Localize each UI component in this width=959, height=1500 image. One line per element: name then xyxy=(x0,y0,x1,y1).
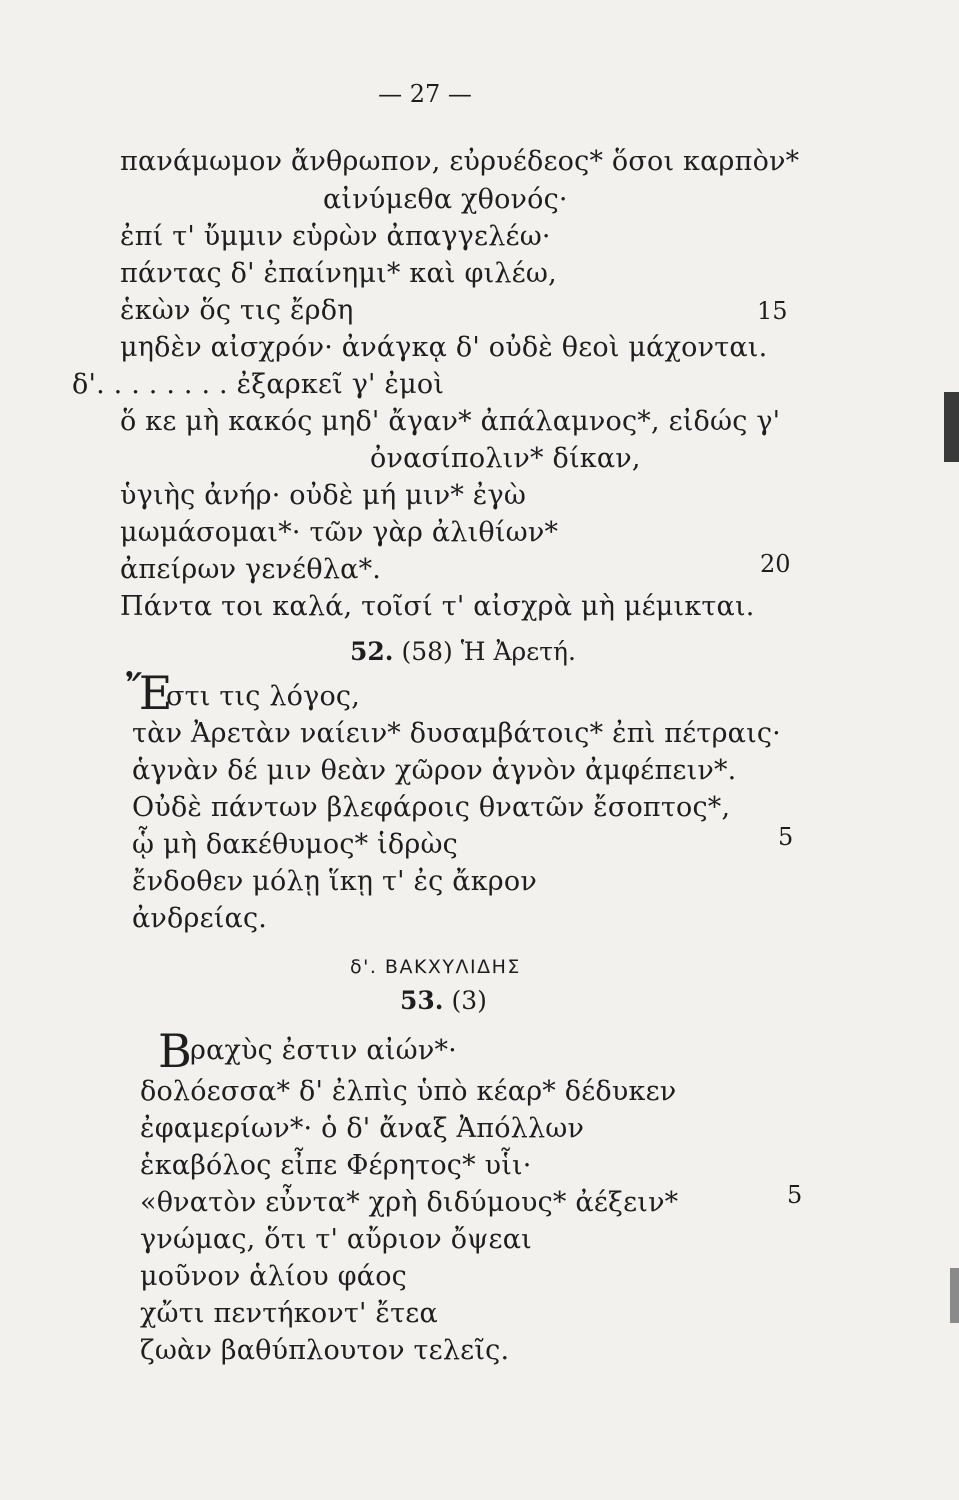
verse-line: δολόεσσα* δ' ἐλπὶς ὑπὸ κέαρ* δέδυκεν xyxy=(140,1076,677,1107)
line-number-margin: 20 xyxy=(760,550,791,578)
verse-line: «θνατὸν εὖντα* χρὴ διδύμους* ἀέξειν* xyxy=(140,1187,679,1218)
verse-line: χὤτι πεντήκοντ' ἔτεα xyxy=(140,1298,438,1329)
verse-line: ραχὺς ἐστιν αἰών*· xyxy=(190,1035,457,1066)
line-number-margin: 5 xyxy=(787,1181,803,1209)
poem-ref: (58) xyxy=(401,637,453,666)
verse-line: αἰνύμεθα χθονός· xyxy=(323,184,568,215)
page-number: — 27 — xyxy=(378,80,472,108)
drop-cap: Β xyxy=(158,1024,192,1078)
drop-cap: Ἔ xyxy=(126,666,173,720)
verse-line: ὀνασίπολιν* δίκαν, xyxy=(370,443,641,474)
verse-line: ἑκαβόλος εἶπε Φέρητος* υἷι· xyxy=(140,1150,532,1181)
verse-line: πανάμωμον ἄνθρωπον, εὐρυέδεος* ὅσοι καρπὸν* xyxy=(120,146,800,177)
verse-line: στι τις λόγος, xyxy=(166,681,361,712)
verse-line: ὑγιὴς ἀνήρ· οὐδὲ μή μιν* ἐγὼ xyxy=(120,480,527,511)
verse-line: μηδὲν αἰσχρόν· ἀνάγκᾳ δ' οὐδὲ θεοὶ μάχονται. xyxy=(120,332,768,363)
poem-title: Ἡ Ἀρετή. xyxy=(460,637,576,666)
verse-line: μωμάσομαι*· τῶν γὰρ ἀλιθίων* xyxy=(120,517,559,548)
poem-number: 53. xyxy=(400,986,444,1015)
verse-line: γνώμας, ὅτι τ' αὔριον ὄψεαι xyxy=(140,1224,532,1255)
verse-line: πάντας δ' ἐπαίνημι* καὶ φιλέω, xyxy=(120,258,557,289)
verse-line: Πάντα τοι καλά, τοῖσί τ' αἰσχρὰ μὴ μέμικται. xyxy=(120,591,755,622)
verse-line: ζωὰν βαθύπλουτον τελεῖς. xyxy=(140,1335,510,1366)
verse-line: ὅ κε μὴ κακός μηδ' ἄγαν* ἀπάλαμνος*, εἰδώς γ' xyxy=(120,406,781,437)
verse-line: Οὐδὲ πάντων βλεφάροις θνατῶν ἔσοπτος*, xyxy=(132,792,731,823)
verse-line: ἁγνὰν δέ μιν θεὰν χῶρον ἁγνὸν ἀμφέπειν*. xyxy=(132,755,737,786)
poem-heading xyxy=(350,636,576,668)
poem-heading xyxy=(400,985,487,1017)
verse-line: ᾧ μὴ δακέθυμος* ἱδρὼς xyxy=(132,829,458,860)
scan-edge-mark xyxy=(950,1268,959,1323)
verse-line: μοῦνον ἁλίου φάος xyxy=(140,1261,407,1292)
poem-ref: (3) xyxy=(451,986,487,1015)
verse-line: ἑκὼν ὅς τις ἔρδη xyxy=(120,295,354,326)
verse-line: δ'. . . . . . . . ἐξαρκεῖ γ' ἐμοὶ xyxy=(72,369,445,400)
poem-number: 52. xyxy=(350,637,394,666)
verse-line: ἀνδρείας. xyxy=(132,903,268,934)
verse-line: ἐπί τ' ὔμμιν εὑρὼν ἀπαγγελέω· xyxy=(120,221,551,252)
verse-line: ἔνδοθεν μόλῃ ἵκῃ τ' ἐς ἄκρον xyxy=(132,866,537,897)
section-heading: δ'. ΒΑΚΧΥΛΙΔΗΣ xyxy=(350,956,521,978)
line-number-margin: 15 xyxy=(757,297,788,325)
verse-line: τὰν Ἀρετὰν ναίειν* δυσαμβάτοις* ἐπὶ πέτραις· xyxy=(132,718,781,749)
line-number-margin: 5 xyxy=(778,823,794,851)
verse-line: ἐφαμερίων*· ὁ δ' ἄναξ Ἀπόλλων xyxy=(140,1113,585,1144)
scan-edge-mark xyxy=(944,392,959,462)
verse-line: ἀπείρων γενέθλα*. xyxy=(120,554,382,585)
